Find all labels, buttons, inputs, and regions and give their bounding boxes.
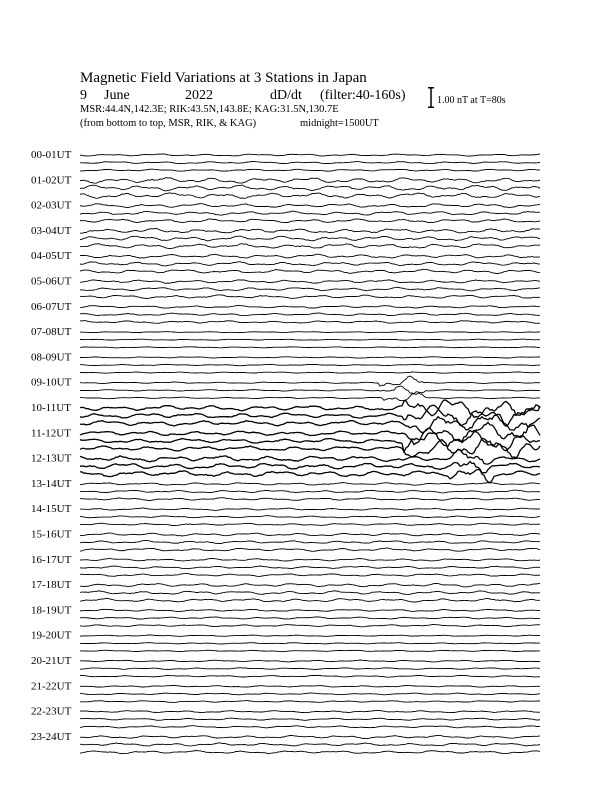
hour-label: 21-22UT [31,680,72,693]
trace-msr [80,269,540,273]
trace-msr [80,574,540,577]
trace-msr [80,523,540,525]
trace-kag [80,229,540,234]
trace-kag [80,254,540,258]
trace-kag [80,559,540,562]
hour-label: 12-13UT [31,452,72,465]
trace-rik [80,462,540,473]
trace-kag [80,280,540,284]
hour-label: 18-19UT [31,604,72,617]
trace-rik [80,617,540,619]
trace-rik [80,490,540,493]
trace-msr [80,498,540,501]
hour-label: 14-15UT [31,503,72,516]
filter-label: (filter:40-160s) [320,88,406,103]
order-note: (from bottom to top, MSR, RIK, & KAG) [80,118,257,129]
hour-label: 15-16UT [31,528,72,541]
trace-msr [80,169,540,171]
hour-label: 04-05UT [31,250,72,263]
trace-rik [80,287,540,291]
midnight-note: midnight=1500UT [300,118,379,129]
trace-kag [80,533,540,536]
trace-kag [80,710,540,712]
trace-rik [80,313,540,316]
hour-label: 17-18UT [31,579,72,592]
trace-msr [80,193,540,199]
hour-label: 10-11UT [31,402,71,414]
trace-rik [80,185,540,191]
trace-rik [80,566,540,569]
chart-title: Magnetic Field Variations at 3 Stations in Japan [80,70,367,86]
quantity-label: dD/dt [270,88,302,103]
trace-rik [80,262,540,266]
trace-rik [80,541,540,544]
trace-msr [80,347,540,348]
trace-msr [80,372,540,373]
hour-label: 01-02UT [31,174,72,187]
trace-rik [80,236,540,241]
hour-label: 08-09UT [31,351,72,364]
trace-msr [80,675,540,677]
trace-kag [80,508,540,510]
trace-kag [80,332,540,333]
hour-label: 00-01UT [31,149,72,161]
trace-kag [80,357,540,358]
trace-kag [80,154,540,156]
station-coords: MSR:44.4N,142.3E; RIK:43.5N,143.8E; KAG:31.5N,130.7E [80,104,339,115]
hour-label: 23-24UT [31,730,72,743]
hour-label: 13-14UT [31,477,72,490]
trace-msr [80,392,540,401]
trace-rik [80,162,540,164]
trace-rik [80,386,540,394]
trace-msr [80,625,540,627]
scale-label: 1.00 nT at T=80s [437,95,506,106]
trace-rik [80,211,540,215]
trace-kag [80,204,540,208]
trace-kag [80,660,540,662]
trace-kag [80,735,540,738]
hour-label: 20-21UT [31,655,72,667]
hour-label: 03-04UT [31,224,72,237]
trace-rik [80,591,540,595]
trace-kag [80,376,540,386]
hour-label: 07-08UT [31,326,72,339]
trace-rik [80,364,540,365]
trace-kag [80,583,540,587]
hour-label: 06-07UT [31,300,72,313]
trace-msr [80,469,540,482]
trace-msr [80,244,540,249]
hour-label: 19-20UT [31,629,72,642]
trace-msr [80,219,540,223]
trace-rik [80,743,540,746]
trace-rik [80,668,540,670]
date-month: June [104,88,130,103]
trace-rik [80,339,540,340]
trace-msr [80,598,540,602]
trace-msr [80,701,540,703]
trace-rik [80,718,540,720]
trace-kag [80,178,540,184]
trace-kag [80,609,540,611]
date-day: 9 [80,88,87,103]
trace-msr [80,750,540,753]
trace-kag [80,483,540,486]
trace-msr [80,650,540,651]
hour-label: 09-10UT [31,376,72,389]
trace-msr [80,321,540,324]
hour-label: 02-03UT [31,199,72,212]
trace-rik [80,643,540,644]
trace-rik [80,516,540,518]
trace-msr [80,295,540,299]
trace-kag [80,635,540,636]
hour-label: 22-23UT [31,705,72,718]
trace-rik [80,693,540,695]
date-year: 2022 [185,88,213,103]
trace-msr [80,548,540,551]
trace-kag [80,685,540,687]
trace-msr [80,414,540,433]
trace-msr [80,726,540,728]
hour-label: 16-17UT [31,553,72,566]
trace-kag [80,305,540,308]
hour-label: 05-06UT [31,275,72,288]
hour-label: 11-12UT [31,427,71,440]
